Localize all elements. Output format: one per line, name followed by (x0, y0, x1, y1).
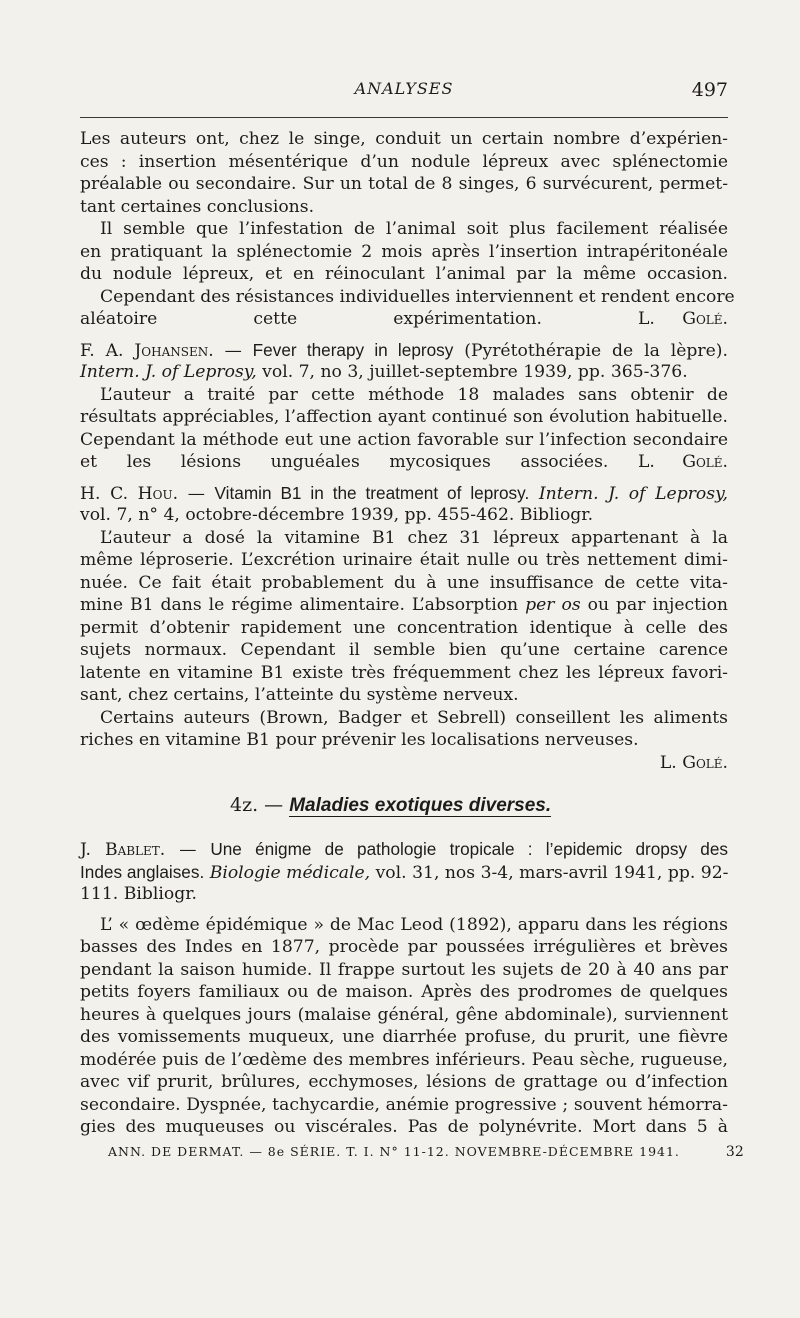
dash: — (213, 340, 253, 361)
text-line: résultats appréciables, l’affection ayant continué son évolution habituelle. (80, 407, 728, 427)
text-line: sujets normaux. Cependant il semble bien qu’une certaine carence (80, 640, 728, 660)
text-line: permit d’obtenir rapidement une concentration identique à celle des (80, 617, 728, 638)
section-number: 4z. (230, 794, 259, 816)
review-reference (80, 361, 728, 384)
italic-term: per os (525, 595, 581, 615)
text-line: heures à quelques jours (malaise général, gêne abdominale), surviennent (80, 1004, 728, 1025)
header-rule (80, 117, 728, 118)
text-fragment: ou par injection (580, 595, 728, 615)
running-title: ANALYSES (354, 79, 454, 98)
text-line: des vomissements muqueux, une diarrhée profuse, du prurit, une fièvre (80, 1027, 728, 1047)
text-line: nuée. Ce fait était probablement du à une insuffisance de cette vita- (80, 572, 728, 593)
dash: — (258, 794, 290, 816)
text-line: sant, chez certains, l’atteinte du système nerveux. (80, 685, 519, 705)
text-line: préalable ou secondaire. Sur un total de 8 singes, 6 survécurent, permet- (80, 174, 728, 194)
text-line: même léproserie. L’excrétion urinaire était nulle ou très nettement dimi- (80, 550, 728, 570)
section-title: Maladies exotiques diverses. (289, 795, 552, 816)
review-reference (80, 861, 728, 884)
text-line: secondaire. Dyspnée, tachycardie, anémie progressive ; souvent hémorra- (80, 1094, 728, 1115)
text-line: Certains auteurs (Brown, Badger et Sebrell) conseillent les aliments (100, 707, 728, 728)
text-line: L’auteur a dosé la vitamine B1 chez 31 lépreux appartenant à la (100, 527, 728, 548)
reference-details: vol. 31, nos 3-4, mars-avril 1941, pp. 92- (370, 862, 729, 883)
section-heading (80, 786, 728, 824)
review-title: Vitamin B1 in the treatment of leprosy. (214, 482, 530, 503)
text-line: Cependant la méthode eut une action favorable sur l’infection secondaire (80, 429, 728, 450)
text-line: Il semble que l’infestation de l’animal soit plus facilement réalisée (100, 219, 728, 239)
reference-details: vol. 7, no 3, juillet-septembre 1939, pp. 365-376. (256, 362, 688, 382)
text-fragment: et les lésions unguéales mycosiques associées. (80, 452, 609, 472)
review-title: Indes anglaises. (80, 861, 205, 882)
footer-citation: ANN. DE DERMAT. — 8e SÉRIE. T. I. N° 11-12. NOVEMBRE-DÉCEMBRE 1941. (108, 1143, 680, 1159)
journal-name: Intern. J. of Leprosy, (80, 362, 257, 382)
dash: — (178, 483, 215, 504)
text-line: du nodule lépreux, et en réinoculant l’animal par la même occasion. (80, 264, 728, 284)
text-line: riches en vitamine B1 pour prévenir les localisations nerveuses. (80, 730, 639, 750)
signature: L. Golé. (638, 452, 728, 472)
spacer (80, 474, 728, 482)
review-heading (80, 482, 728, 505)
text-line: ces : insertion mésentérique d’un nodule lépreux avec splénectomie (80, 151, 728, 172)
text-line: tant certaines conclusions. (80, 196, 315, 217)
journal-name: Biologie médicale, (209, 862, 371, 883)
review-author: H. C. Hou. (80, 483, 179, 504)
text-line: L’auteur a traité par cette méthode 18 malades sans obtenir de (100, 384, 728, 405)
text-line: avec vif prurit, brûlures, ecchymoses, lésions de grattage ou d’infection (80, 1072, 728, 1092)
signature-folio: 32 (725, 1143, 744, 1160)
text-line: Cependant des résistances individuelles interviennent et rendent encore (100, 286, 735, 307)
text-fragment: mine B1 dans le régime alimentaire. L’absorption (80, 595, 526, 615)
review-translation: (Pyrétothérapie de la lèpre). (453, 340, 728, 361)
text-fragment: aléatoire cette expérimentation. (80, 309, 542, 329)
text-line: basses des Indes en 1877, procède par poussées irrégulières et brèves (80, 937, 728, 957)
text-line: L’ « œdème épidémique » de Mac Leod (1892), apparu dans les régions (100, 914, 728, 935)
review-reference: vol. 7, n° 4, octobre-décembre 1939, pp. 455-462. Bibliogr. (80, 505, 594, 525)
text-line: pendant la saison humide. Il frappe surtout les sujets de 20 à 40 ans par (80, 959, 728, 980)
text-line: Les auteurs ont, chez le singe, conduit un certain nombre d’expérien- (80, 129, 728, 149)
body-text (80, 128, 744, 1163)
text-line: latente en vitamine B1 existe très fréquemment chez les lépreux favori- (80, 662, 728, 683)
footer (80, 1141, 744, 1163)
dash: — (165, 840, 211, 860)
spacer (80, 331, 728, 339)
text-line (80, 451, 728, 474)
review-title: Une énigme de pathologie tropicale : l’epidemic dropsy des (210, 839, 728, 859)
review-title: Fever therapy in leprosy (252, 339, 454, 360)
text-line: en pratiquant la splénectomie 2 mois après l’insertion intrapéritonéale (80, 241, 728, 262)
text-line: petits foyers familiaux ou de maison. Après des prodromes de quelques (80, 982, 728, 1002)
page-number: 497 (691, 79, 728, 101)
spacer (80, 906, 728, 914)
text-line (80, 594, 728, 617)
review-heading (80, 838, 728, 861)
review-heading (80, 339, 728, 362)
review-author: J. Bablet. (80, 840, 166, 860)
text-line (80, 308, 728, 331)
signature-line (80, 752, 728, 775)
text-line: modérée puis de l’œdème des membres inférieurs. Peau sèche, rugueuse, (80, 1049, 728, 1070)
text-line: gies des muqueuses ou viscérales. Pas de polynévrite. Mort dans 5 à (80, 1117, 728, 1137)
signature: L. Golé. (638, 309, 728, 329)
running-head (80, 79, 728, 105)
review-author: F. A. Johansen. (80, 340, 214, 361)
signature: L. Golé. (659, 752, 728, 773)
journal-name: Intern. J. of Leprosy, (538, 483, 728, 504)
review-reference: 111. Bibliogr. (80, 884, 197, 904)
